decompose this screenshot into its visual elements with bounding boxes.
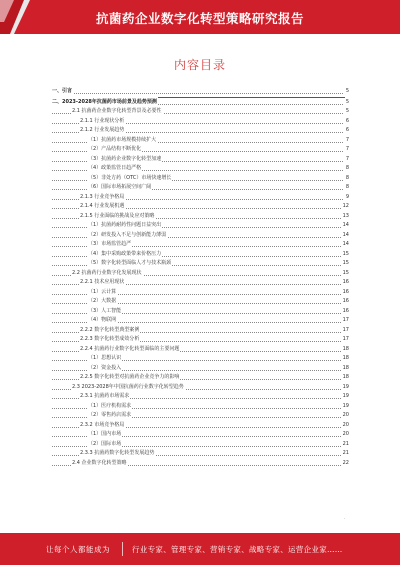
toc-entry-title: （1）云计算 — [88, 288, 117, 298]
footer-slogan-left: 让每个人都能成为 — [46, 545, 110, 554]
toc-entry-page: 6 — [345, 117, 349, 127]
toc-entry[interactable] — [52, 117, 349, 127]
toc-entry[interactable] — [52, 97, 349, 108]
toc-entry-page: 21 — [342, 440, 349, 450]
toc-entry-title: （2）产品结构不断优化 — [88, 145, 142, 155]
toc-entry[interactable] — [52, 307, 349, 317]
toc-entry[interactable] — [52, 202, 349, 212]
toc-entry-title: 2.2.1 技术应用现状 — [80, 278, 125, 288]
toc-entry-title: 2.1.1 行业现状分析 — [80, 117, 125, 127]
toc-entry-page: 15 — [342, 269, 349, 279]
toc-entry-title: 2.2.2 数字化转型典型案例 — [80, 326, 140, 336]
toc-entry[interactable] — [52, 212, 349, 222]
toc-entry-title: （2）国际市场 — [88, 440, 122, 450]
toc-entry-page: 16 — [342, 307, 349, 317]
toc-entry-title: （3）市场监管趋严 — [88, 240, 132, 250]
toc-entry-page: 8 — [345, 174, 349, 184]
page-corner-mark: · — [344, 516, 346, 521]
toc-heading: 内容目录 — [173, 58, 226, 72]
toc-entry[interactable] — [52, 183, 349, 193]
toc-entry-page: 18 — [342, 364, 349, 374]
toc-entry-title: （1）抗菌药耐药性问题日益突出 — [88, 221, 162, 231]
toc-entry[interactable] — [52, 421, 349, 431]
toc-entry-title: 2.3.1 抗菌药市场需求 — [80, 392, 130, 402]
toc-entry-page: 15 — [342, 259, 349, 269]
toc-entry-title: 2.2.3 数字化转型成效分析 — [80, 335, 140, 345]
toc-entry-title: 二、2023-2028年抗菌药市场前景及趋势预测 — [52, 97, 158, 108]
toc-entry-title: （1）国内市场 — [88, 430, 122, 440]
toc-entry[interactable] — [52, 86, 349, 97]
toc-entry[interactable] — [52, 383, 349, 393]
report-header — [0, 0, 400, 34]
toc-entry[interactable] — [52, 373, 349, 383]
toc-entry-page: 7 — [345, 136, 349, 146]
table-of-contents — [52, 86, 349, 468]
toc-entry-page: 5 — [345, 107, 349, 117]
toc-entry-page: 20 — [342, 411, 349, 421]
toc-entry-page: 14 — [342, 240, 349, 250]
toc-entry[interactable] — [52, 345, 349, 355]
toc-entry-title: （6）国际市场拓展空间广阔 — [88, 183, 152, 193]
toc-entry-page: 15 — [342, 250, 349, 260]
toc-entry-title: 2.3.2 市场竞争格局 — [80, 421, 125, 431]
toc-entry[interactable] — [52, 231, 349, 241]
toc-entry-page: 18 — [342, 354, 349, 364]
toc-entry-page: 8 — [345, 164, 349, 174]
toc-entry-title: （2）资金投入 — [88, 364, 122, 374]
toc-entry-page: 18 — [342, 373, 349, 383]
footer-slogan-right: 行业专家、管理专家、营销专家、战略专家、运营企业家…… — [132, 545, 343, 554]
toc-entry[interactable] — [52, 136, 349, 146]
toc-entry-title: 2.2 抗菌药行业数字化发展现状 — [72, 269, 143, 279]
toc-entry-title: 2.2.5 数字化转型对抗菌药企业竞争力的影响 — [80, 373, 180, 383]
toc-entry[interactable] — [52, 288, 349, 298]
toc-entry[interactable] — [52, 174, 349, 184]
toc-entry[interactable] — [52, 402, 349, 412]
toc-entry-title: 2.1.4 行业发展机遇 — [80, 202, 125, 212]
toc-entry[interactable] — [52, 411, 349, 421]
toc-entry-title: 2.3.3 抗菌药数字化转型发展趋势 — [80, 449, 155, 459]
toc-entry-page: 17 — [342, 335, 349, 345]
toc-entry-title: （1）思想认识 — [88, 354, 122, 364]
toc-entry-page: 8 — [345, 183, 349, 193]
toc-entry[interactable] — [52, 278, 349, 288]
toc-entry[interactable] — [52, 240, 349, 250]
toc-entry-title: 2.1.3 行业竞争格局 — [80, 193, 125, 203]
toc-entry[interactable] — [52, 145, 349, 155]
toc-entry-page: 19 — [342, 383, 349, 393]
toc-entry[interactable] — [52, 326, 349, 336]
toc-entry[interactable] — [52, 392, 349, 402]
toc-entry[interactable] — [52, 193, 349, 203]
toc-leader-dots — [52, 93, 343, 94]
toc-entry-page: 7 — [345, 155, 349, 165]
toc-entry-title: （3）抗菌药企业数字化转型加速 — [88, 155, 162, 165]
toc-entry-page: 17 — [342, 316, 349, 326]
toc-entry-page: 18 — [342, 345, 349, 355]
toc-entry-title: （1）抗菌药市场规模持续扩大 — [88, 136, 157, 146]
toc-entry-title: （2）零售药店需求 — [88, 411, 132, 421]
toc-entry[interactable] — [52, 430, 349, 440]
toc-entry-page: 20 — [342, 421, 349, 431]
toc-entry[interactable] — [52, 155, 349, 165]
toc-entry[interactable] — [52, 335, 349, 345]
toc-entry-page: 16 — [342, 278, 349, 288]
toc-entry-title: （4）集中采购政策带来价格压力 — [88, 250, 162, 260]
toc-entry-page: 14 — [342, 231, 349, 241]
toc-entry-title: 2.2.4 抗菌药行业数字化转型面临的主要问题 — [80, 345, 180, 355]
toc-entry[interactable] — [52, 259, 349, 269]
toc-entry[interactable] — [52, 107, 349, 117]
report-title: 抗菌药企业数字化转型策略研究报告 — [95, 11, 304, 26]
toc-entry[interactable] — [52, 269, 349, 279]
toc-entry[interactable] — [52, 354, 349, 364]
toc-entry-page: 13 — [342, 212, 349, 222]
toc-entry[interactable] — [52, 297, 349, 307]
toc-entry[interactable] — [52, 449, 349, 459]
toc-entry-page: 21 — [342, 449, 349, 459]
toc-entry[interactable] — [52, 250, 349, 260]
footer-divider — [122, 542, 123, 556]
toc-entry-page: 17 — [342, 326, 349, 336]
toc-entry-page: 19 — [342, 402, 349, 412]
toc-entry-title: （1）医疗机构需求 — [88, 402, 132, 412]
toc-entry-title: （5）非处方药（OTC）市场快速增长 — [88, 174, 172, 184]
toc-entry-title: 2.1.5 行业面临的挑战及应对策略 — [80, 212, 155, 222]
toc-entry[interactable] — [52, 316, 349, 326]
toc-entry-title: （3）人工智能 — [88, 307, 122, 317]
toc-entry[interactable] — [52, 126, 349, 136]
toc-entry-page: 20 — [342, 430, 349, 440]
toc-entry-title: 2.4 企业数字化转型策略 — [72, 459, 128, 469]
toc-entry-title: （2）研发投入不足与创新能力薄弱 — [88, 231, 167, 241]
report-footer — [0, 533, 400, 565]
toc-entry-page: 16 — [342, 288, 349, 298]
toc-entry-page: 6 — [345, 126, 349, 136]
toc-entry-page: 22 — [342, 459, 349, 469]
toc-entry-page: 16 — [342, 297, 349, 307]
toc-entry-page: 14 — [342, 221, 349, 231]
toc-entry[interactable] — [52, 459, 349, 469]
toc-entry-title: 2.1.2 行业发展趋势 — [80, 126, 125, 136]
toc-entry-page: 5 — [345, 86, 349, 97]
toc-entry[interactable] — [52, 364, 349, 374]
toc-entry[interactable] — [52, 221, 349, 231]
toc-entry-page: 7 — [345, 145, 349, 155]
toc-entry-page: 12 — [342, 202, 349, 212]
toc-entry-title: （5）数字化转型面临人才与技术瓶颈 — [88, 259, 172, 269]
toc-entry[interactable] — [52, 164, 349, 174]
toc-entry-title: 2.3 2023-2028年中国抗菌药行业数字化转型趋势 — [72, 383, 185, 393]
toc-entry[interactable] — [52, 440, 349, 450]
toc-entry-page: 19 — [342, 392, 349, 402]
toc-entry-page: 5 — [345, 97, 349, 108]
toc-entry-title: 一、引言 — [52, 86, 73, 97]
toc-entry-title: （4）物联网 — [88, 316, 117, 326]
toc-entry-title: （4）政策监管日趋严格 — [88, 164, 142, 174]
toc-entry-page: 9 — [345, 193, 349, 203]
toc-entry-title: （2）大数据 — [88, 297, 117, 307]
toc-entry-title: 2.1 抗菌药企业数字化转型背景及必要性 — [72, 107, 163, 117]
